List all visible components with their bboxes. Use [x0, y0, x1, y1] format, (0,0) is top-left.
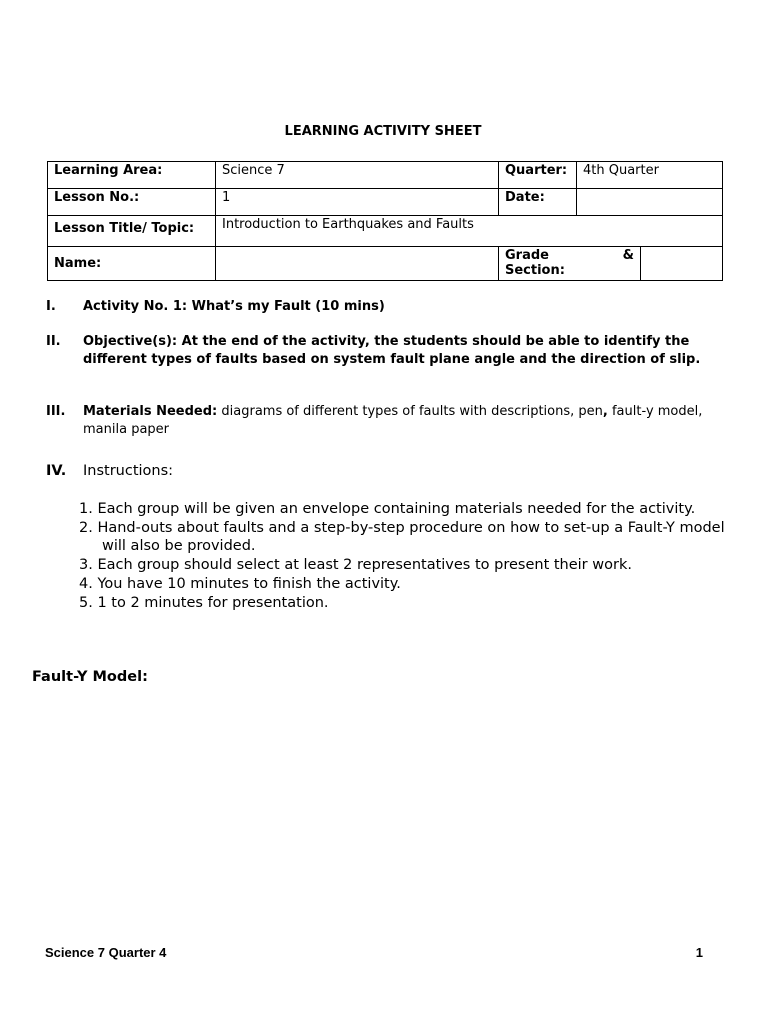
section-materials [46, 403, 736, 438]
name-field[interactable] [216, 247, 499, 281]
section-objective [46, 333, 736, 368]
list-item: 5. 1 to 2 minutes for presentation. [79, 594, 329, 611]
section-instructions [46, 463, 736, 481]
ampersand-label: & [622, 248, 634, 263]
grade-section-label [499, 247, 641, 281]
info-row-lesson-title [48, 216, 723, 247]
footer-subject: Science 7 Quarter 4 [45, 945, 167, 960]
list-item: 2. Hand-outs about faults and a step-by-step procedure on how to set-up a Fault-Y model will also be provided. [79, 519, 725, 555]
section-number: II. [46, 334, 61, 349]
list-item: 3. Each group should select at least 2 representatives to present their work. [79, 557, 632, 574]
instructions-list [79, 500, 739, 612]
lesson-title-value: Introduction to Earthquakes and Faults [216, 216, 723, 247]
list-item: 4. You have 10 minutes to finish the activity. [79, 575, 401, 592]
grade-section-field[interactable] [641, 247, 723, 281]
learning-area-label: Learning Area: [48, 162, 216, 189]
activity-title: Activity No. 1: What’s my Fault (10 mins) [83, 299, 385, 314]
sheet-title: LEARNING ACTIVITY SHEET [284, 124, 482, 139]
section-number: IV. [46, 463, 67, 479]
fault-model-heading: Fault-Y Model: [32, 669, 148, 685]
section-number: III. [46, 404, 66, 419]
info-row-lesson-no [48, 189, 723, 216]
info-row-learning-area [48, 162, 723, 189]
list-item: 1. Each group will be given an envelope containing materials needed for the activity. [79, 501, 696, 517]
quarter-value: 4th Quarter [577, 162, 723, 189]
date-label: Date: [499, 189, 577, 216]
lesson-title-label: Lesson Title/ Topic: [48, 216, 216, 247]
instructions-label: Instructions: [83, 463, 174, 479]
materials-text [83, 403, 736, 438]
learning-area-value: Science 7 [216, 162, 499, 189]
objective-text: Objective(s): At the end of the activity, the students should be able to identify the different types of faults based on system fault plane angle and the direction of slip. [83, 334, 701, 367]
section-activity [46, 298, 736, 316]
materials-list-b: fault-y model, manila paper [83, 404, 703, 437]
lesson-no-value: 1 [216, 189, 499, 216]
materials-comma: , [602, 404, 608, 419]
section-number: I. [46, 299, 56, 314]
quarter-label: Quarter: [499, 162, 577, 189]
info-table [47, 161, 723, 281]
name-label: Name: [48, 247, 216, 281]
date-field[interactable] [577, 189, 723, 216]
page-number: 1 [695, 945, 703, 960]
materials-list-a: diagrams of different types of faults with descriptions, pen [221, 404, 603, 419]
page-footer [45, 945, 703, 960]
grade-label: Grade [505, 248, 549, 263]
section-label: Section: [505, 263, 565, 278]
materials-label: Materials Needed: [83, 404, 218, 419]
lesson-no-label: Lesson No.: [48, 189, 216, 216]
info-row-name [48, 247, 723, 281]
